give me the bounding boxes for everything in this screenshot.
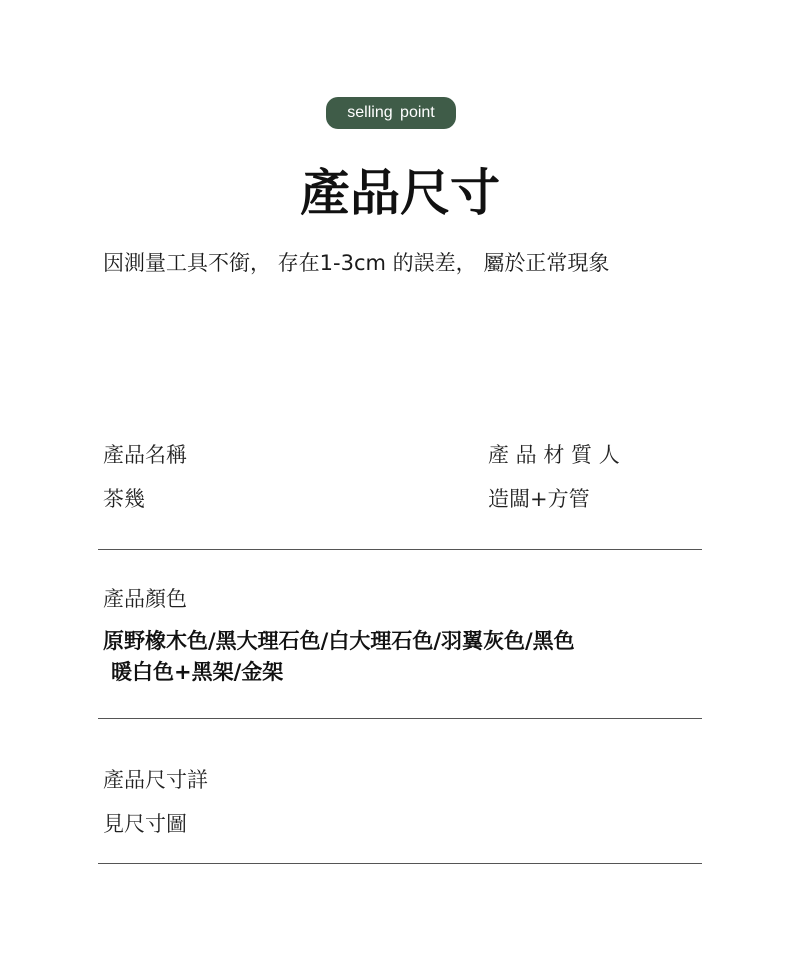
divider [98,863,702,864]
selling-point-badge: selling point [326,97,456,129]
product-material-value: 造闆+方管 [488,487,590,511]
product-color-options-line2: 暖白色+黑架/金架 [111,660,284,684]
product-name-value: 茶幾 [103,487,145,511]
product-material-label: 產 品 材 質 人 [488,443,620,467]
divider [98,549,702,550]
measurement-note: 因測量工具不銜， 存在1-3cm 的誤差， 屬於正常現象 [103,251,610,275]
product-color-options-line1: 原野橡木色/黑大理石色/白大理石色/羽翼灰色/黑色 [103,629,575,653]
product-name-label: 產品名稱 [103,443,187,467]
page-title: 產品尺寸 [300,164,500,222]
divider [98,718,702,719]
product-size-value: 見尺寸圖 [103,812,187,836]
product-color-label: 產品顏色 [103,587,187,611]
product-size-label: 產品尺寸詳 [103,768,208,792]
